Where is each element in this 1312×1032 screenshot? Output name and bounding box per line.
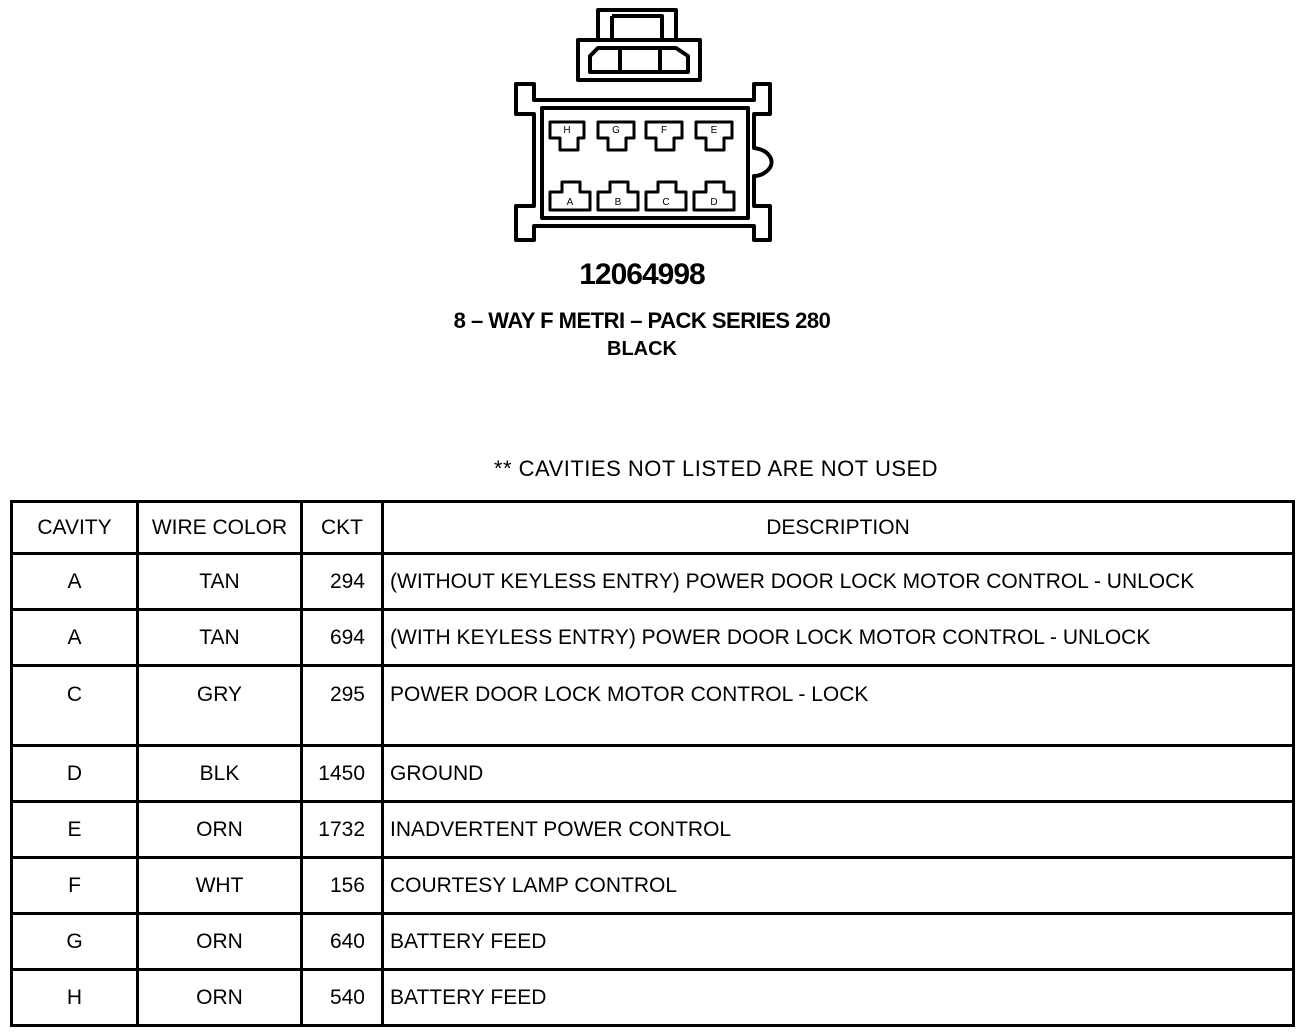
- cell-wire-color: BLK: [138, 746, 302, 802]
- cell-wire-color: ORN: [138, 802, 302, 858]
- cell-description: COURTESY LAMP CONTROL: [383, 858, 1294, 914]
- table-row: [12, 666, 1294, 746]
- pinout-table: [10, 500, 1295, 1027]
- cell-ckt: 1732: [302, 802, 383, 858]
- cell-description: BATTERY FEED: [383, 914, 1294, 970]
- connector-color: BLACK: [607, 338, 677, 360]
- header-wire-color: WIRE COLOR: [138, 502, 302, 554]
- cell-description: BATTERY FEED: [383, 970, 1294, 1026]
- cell-cavity: D: [12, 746, 138, 802]
- cell-cavity: E: [12, 802, 138, 858]
- cavity-label-e: E: [710, 125, 718, 136]
- connector-lock-tab: [578, 10, 700, 80]
- cell-wire-color: ORN: [138, 914, 302, 970]
- cell-cavity: G: [12, 914, 138, 970]
- cell-ckt: 694: [302, 610, 383, 666]
- cell-description: (WITH KEYLESS ENTRY) POWER DOOR LOCK MOTOR CONTROL - UNLOCK: [383, 610, 1294, 666]
- connector-body: [516, 84, 772, 240]
- cell-wire-color: WHT: [138, 858, 302, 914]
- cell-wire-color: ORN: [138, 970, 302, 1026]
- cavity-label-b: B: [614, 197, 622, 208]
- cell-ckt: 540: [302, 970, 383, 1026]
- cell-ckt: 1450: [302, 746, 383, 802]
- cell-cavity: C: [12, 666, 138, 746]
- cavity-label-f: F: [660, 125, 668, 136]
- table-row: [12, 610, 1294, 666]
- connector-cavity-row-top: [550, 122, 732, 150]
- cell-ckt: 640: [302, 914, 383, 970]
- cell-cavity: H: [12, 970, 138, 1026]
- cell-ckt: 156: [302, 858, 383, 914]
- cell-wire-color: TAN: [138, 554, 302, 610]
- connector-series: 8 – WAY F METRI – PACK SERIES 280: [453, 308, 831, 333]
- unused-cavities-note: ** CAVITIES NOT LISTED ARE NOT USED: [493, 456, 939, 481]
- header-ckt: CKT: [302, 502, 383, 554]
- cavity-label-d: D: [710, 197, 718, 208]
- connector-cavity-row-bottom: [550, 182, 734, 210]
- cell-wire-color: GRY: [138, 666, 302, 746]
- part-number: 12064998: [579, 258, 705, 291]
- table-row: [12, 746, 1294, 802]
- cavity-label-c: C: [662, 197, 670, 208]
- cell-description: POWER DOOR LOCK MOTOR CONTROL - LOCK: [383, 666, 1294, 746]
- cell-description: (WITHOUT KEYLESS ENTRY) POWER DOOR LOCK MOTOR CONTROL - UNLOCK: [383, 554, 1294, 610]
- cell-description: GROUND: [383, 746, 1294, 802]
- cell-ckt: 295: [302, 666, 383, 746]
- header-description: DESCRIPTION: [383, 502, 1294, 554]
- cell-cavity: A: [12, 554, 138, 610]
- table-row: [12, 554, 1294, 610]
- table-row: [12, 970, 1294, 1026]
- table-row: [12, 914, 1294, 970]
- cell-ckt: 294: [302, 554, 383, 610]
- table-row: [12, 858, 1294, 914]
- header-cavity: CAVITY: [12, 502, 138, 554]
- table-header-row: [12, 502, 1294, 554]
- cell-cavity: F: [12, 858, 138, 914]
- cavity-label-g: G: [612, 125, 620, 136]
- cell-cavity: A: [12, 610, 138, 666]
- cell-description: INADVERTENT POWER CONTROL: [383, 802, 1294, 858]
- table-row: [12, 802, 1294, 858]
- cell-wire-color: TAN: [138, 610, 302, 666]
- cavity-label-a: A: [566, 197, 574, 208]
- cavity-label-h: H: [563, 125, 571, 136]
- connector-drawing: [500, 0, 790, 255]
